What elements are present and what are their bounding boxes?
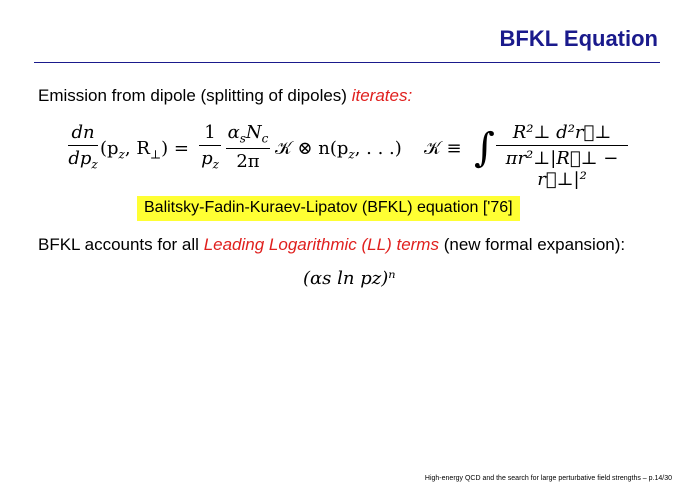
intro-line <box>38 86 412 106</box>
equation-kernel <box>424 118 634 190</box>
slide-footer: High-energy QCD and the search for large perturbative field strengths – p.14/30 <box>424 475 672 482</box>
ll-emphasis: Leading Logarithmic (LL) terms <box>203 235 439 254</box>
lhs-args: ($p_z$, $R_\perp$) = <box>100 138 189 162</box>
title-divider <box>34 62 660 63</box>
frac-den: $dp_z$ <box>68 148 98 172</box>
intro-emphasis: iterates: <box>351 86 413 105</box>
intro-text: Emission from dipole (splitting of dipoles) <box>38 86 347 105</box>
kernel-lhs: 𝒦 ≡ <box>424 138 462 159</box>
kernel-den: πr²⊥|R⃗⊥ − r⃗⊥|² <box>505 148 619 190</box>
bfkl-ll-line: BFKL accounts for all Leading Logarithmic (LL) terms (new formal expansion): <box>38 235 626 254</box>
frac-num: dn <box>71 122 95 143</box>
kernel-num: R²⊥ d²r⃗⊥ <box>512 122 612 143</box>
rhs-expression: 𝒦 ⊗ $n(p_z$, . . .) <box>275 138 402 162</box>
dn-dpz-fraction <box>68 122 98 172</box>
equation-dn-dpz <box>68 122 404 182</box>
integral-sign: ∫ <box>474 125 495 171</box>
kernel-fraction <box>496 122 628 190</box>
one-over-pz-fraction: 1 $p_z$ <box>199 122 221 172</box>
equation-ll-expansion: (αs ln pz)ⁿ <box>303 268 396 289</box>
slide-title: BFKL Equation <box>499 26 658 51</box>
alpha-nc-fraction: $\alpha_sN_c$ 2π <box>227 122 269 172</box>
bfkl-highlight-box: Balitsky-Fadin-Kuraev-Lipatov (BFKL) equation ['76] <box>137 196 520 221</box>
